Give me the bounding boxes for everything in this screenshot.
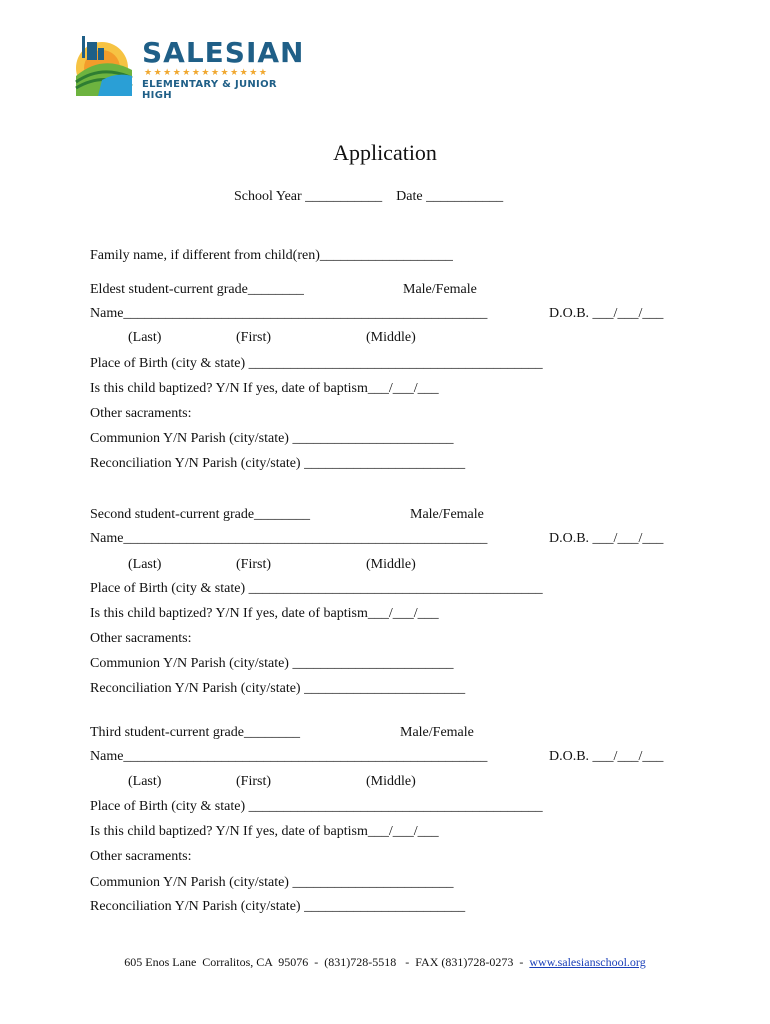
reconciliation-line[interactable]: Reconciliation Y/N Parish (city/state) _______________________ <box>90 681 466 696</box>
birthplace-line[interactable]: Place of Birth (city & state) __________________________________________ <box>90 581 543 596</box>
other-sacraments-label: Other sacraments: <box>90 631 192 646</box>
logo-subtitle: ELEMENTARY & JUNIOR HIGH <box>142 79 277 101</box>
reconciliation-line[interactable]: Reconciliation Y/N Parish (city/state) _______________________ <box>90 899 466 914</box>
school-logo <box>72 32 305 101</box>
birthplace-line[interactable]: Place of Birth (city & state) __________________________________________ <box>90 356 543 371</box>
student-grade-line[interactable]: Third student-current grade________ <box>90 725 300 740</box>
student-dob-line[interactable]: D.O.B. ___/___/___ <box>549 749 664 764</box>
logo-emblem-icon <box>72 32 136 96</box>
birthplace-line[interactable]: Place of Birth (city & state) __________________________________________ <box>90 799 543 814</box>
name-last-label: (Last) <box>128 557 162 572</box>
page-footer <box>0 955 770 969</box>
student-grade-line[interactable]: Second student-current grade________ <box>90 507 311 522</box>
family-name-line[interactable]: Family name, if different from child(ren)___________________ <box>90 248 453 263</box>
other-sacraments-label: Other sacraments: <box>90 849 192 864</box>
student-grade-line[interactable]: Eldest student-current grade________ <box>90 282 304 297</box>
student-sex-field[interactable]: Male/Female <box>403 282 477 297</box>
student-name-line[interactable]: Name____________________________________________________ <box>90 749 488 764</box>
website-link[interactable]: www.salesianschool.org <box>529 955 646 969</box>
page-title: Application <box>333 140 437 165</box>
logo-stars: ★★★★★★★★★★★★★ <box>144 68 269 78</box>
name-last-label: (Last) <box>128 330 162 345</box>
logo-name: SALESIAN <box>142 36 305 69</box>
student-dob-line[interactable]: D.O.B. ___/___/___ <box>549 306 664 321</box>
name-first-label: (First) <box>236 330 271 345</box>
footer-address: 605 Enos Lane Corralitos, CA 95076 - (831)728-5518 - FAX (831)728-0273 - <box>124 955 530 969</box>
student-sex-field[interactable]: Male/Female <box>410 507 484 522</box>
communion-line[interactable]: Communion Y/N Parish (city/state) _______________________ <box>90 431 454 446</box>
other-sacraments-label: Other sacraments: <box>90 406 192 421</box>
student-dob-line[interactable]: D.O.B. ___/___/___ <box>549 531 664 546</box>
baptized-line[interactable]: Is this child baptized? Y/N If yes, date of baptism___/___/___ <box>90 824 439 839</box>
baptized-line[interactable]: Is this child baptized? Y/N If yes, date of baptism___/___/___ <box>90 606 439 621</box>
name-middle-label: (Middle) <box>366 774 416 789</box>
name-first-label: (First) <box>236 774 271 789</box>
name-middle-label: (Middle) <box>366 557 416 572</box>
communion-line[interactable]: Communion Y/N Parish (city/state) _______________________ <box>90 656 454 671</box>
baptized-line[interactable]: Is this child baptized? Y/N If yes, date of baptism___/___/___ <box>90 381 439 396</box>
name-last-label: (Last) <box>128 774 162 789</box>
student-name-line[interactable]: Name____________________________________________________ <box>90 306 488 321</box>
name-middle-label: (Middle) <box>366 330 416 345</box>
student-sex-field[interactable]: Male/Female <box>400 725 474 740</box>
reconciliation-line[interactable]: Reconciliation Y/N Parish (city/state) _______________________ <box>90 456 466 471</box>
student-name-line[interactable]: Name____________________________________________________ <box>90 531 488 546</box>
communion-line[interactable]: Communion Y/N Parish (city/state) _______________________ <box>90 875 454 890</box>
name-first-label: (First) <box>236 557 271 572</box>
school-year-date-line[interactable]: School Year ___________ Date ___________ <box>234 189 504 204</box>
